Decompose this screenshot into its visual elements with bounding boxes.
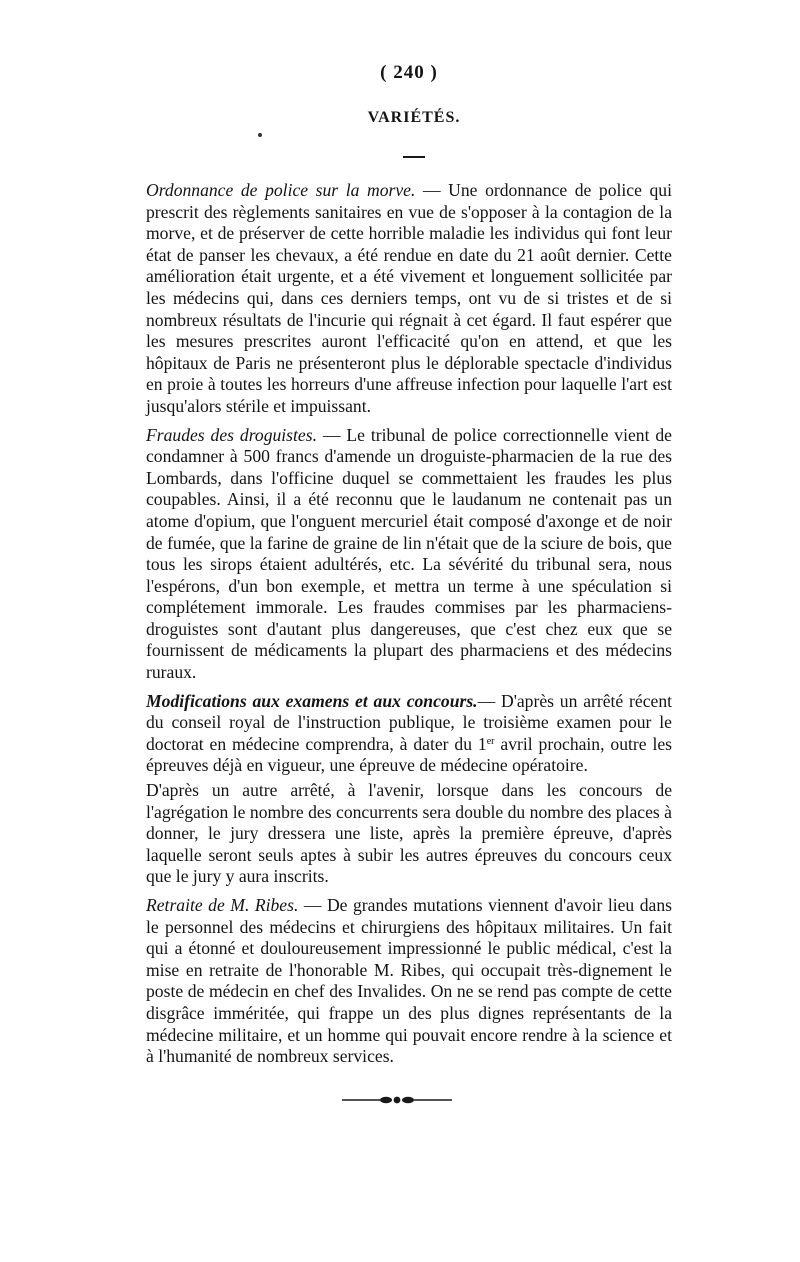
ornament-center <box>394 1097 401 1104</box>
article-examens <box>146 691 672 777</box>
article-heading: Fraudes des droguistes. <box>146 424 317 445</box>
ornament-ellipse-right <box>402 1097 414 1103</box>
page-number: ( 240 ) <box>380 62 438 83</box>
ornament-ellipse-left <box>380 1097 392 1103</box>
article-body: D'après un autre arrêté, à l'avenir, lorsque dans les concours de l'agrégation le nombre des concurrents sera double du nombre des places à donner, le jury dressera une liste, après la première épreuve, d'après laquelle seront seuls aptes à subir les autres épreuves du concours ceux que le jury y aura inscrits. <box>146 780 672 887</box>
page-body <box>146 58 672 1068</box>
section-title: VARIÉTÉS. <box>367 109 461 126</box>
title-rule <box>403 156 425 158</box>
article-body-cont: avril prochain, outre les épreuves déjà en vigueur, une épreuve de médecine opératoire. <box>146 733 673 776</box>
stray-dot <box>258 133 262 137</box>
article-body: — D'après un arrêté récent du conseil royal de l'instruction publique, le troisième examen pour le doctorat en médecine comprendra, à dater du 1 <box>146 690 673 754</box>
superscript: er <box>486 735 495 747</box>
article-heading: Retraite de M. Ribes. <box>146 895 299 915</box>
decorative-rule-ornament <box>342 1094 452 1106</box>
article-morve <box>146 180 672 418</box>
article-droguistes <box>146 425 672 684</box>
article-ribes <box>146 895 672 1068</box>
article-body: — Le tribunal de police correctionnelle vient de condamner à 500 francs d'amende un droguiste-pharmacien de la rue des Lombards, dans l'officine duquel se commettaient les fraudes les plus coupables. Ainsi, il a été reconnu que le laudanum ne contenait pas un atome d'opium, que l'onguent mercuriel était composé d'axonge et de noir de fumée, que la farine de graine de lin n'était que de la sciure de bois, que tous les sirops étaient adultérés, etc. La sévérité du tribunal sera, nous l'espérons, d'un bon exemple, et mettra un terme à une spéculation si complétement immorale. Les fraudes commises par les pharmaciens-droguistes sont d'autant plus dangereuses, que c'est chez eux que se fournissent de médicaments la plupart des pharmaciens et des médecins ruraux. <box>146 424 672 683</box>
article-body: — Une ordonnance de police qui prescrit des règlements sanitaires en vue de s'opposer à la contagion de la morve, et de préserver de cette horrible maladie les individus qui font leur état de panser les chevaux, a été rendue en date du 21 août dernier. Cette amélioration était urgente, et a été vivement et longuement sollicitée par les médecins qui, dans ces derniers temps, ont vu de si tristes et de si nombreux résultats de l'incurie qui régnait à cet égard. Il faut espérer que les mesures prescrites auront l'efficacité qu'on en attend, et que les hôpitaux de Paris ne présenteront plus le déplorable spectacle d'individus en proie à toutes les horreurs d'une affreuse infection pour laquelle l'art est jusqu'alors stérile et impuissant. <box>146 180 672 416</box>
article-heading: Modifications aux examens et aux concours. <box>146 690 478 711</box>
article-examens-second-paragraph <box>146 780 672 888</box>
article-body: — De grandes mutations viennent d'avoir lieu dans le personnel des médecins et chirurgiens des hôpitaux militaires. Un fait qui a étonné et douloureusement impressionné le public médical, c'est la mise en retraite de l'honorable M. Ribes, qui occupait très-dignement le poste de médecin en chef des Invalides. On ne se rend pas compte de cette disgrâce imméritée, qui frappe un des plus dignes représentants de la médecine militaire, et un homme qui pouvait encore rendre à la science et à l'humanité de nombreux services. <box>146 895 672 1067</box>
article-heading: Ordonnance de police sur la morve. <box>146 180 416 200</box>
